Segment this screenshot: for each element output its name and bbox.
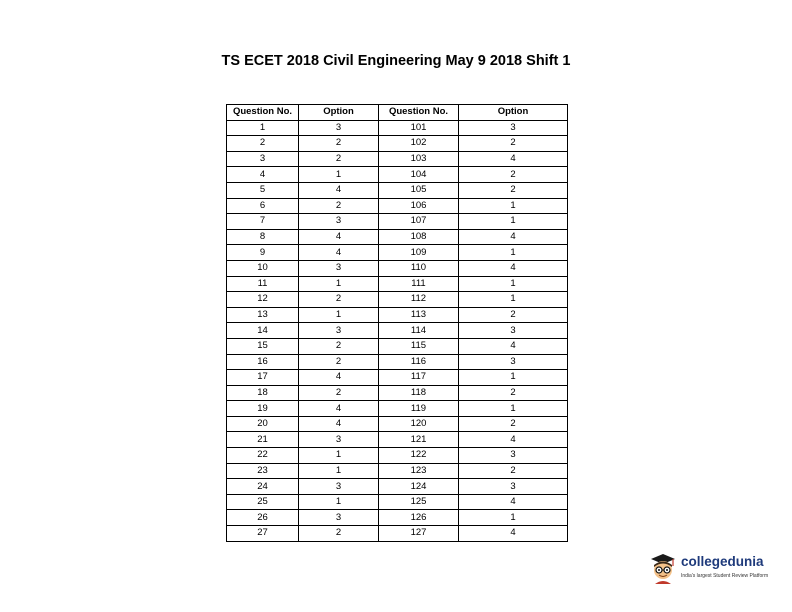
table-cell: 127 xyxy=(379,526,459,542)
table-cell: 3 xyxy=(459,323,568,339)
table-cell: 1 xyxy=(299,276,379,292)
table-cell: 3 xyxy=(299,260,379,276)
table-cell: 21 xyxy=(227,432,299,448)
table-cell: 2 xyxy=(459,463,568,479)
table-row xyxy=(227,214,568,230)
table-cell: 25 xyxy=(227,494,299,510)
table-cell: 3 xyxy=(459,448,568,464)
table-row xyxy=(227,323,568,339)
column-header: Question No. xyxy=(227,105,299,121)
table-cell: 3 xyxy=(227,151,299,167)
table-cell: 114 xyxy=(379,323,459,339)
table-cell: 4 xyxy=(227,167,299,183)
table-cell: 1 xyxy=(459,245,568,261)
table-row xyxy=(227,370,568,386)
table-cell: 119 xyxy=(379,401,459,417)
table-cell: 125 xyxy=(379,494,459,510)
table-cell: 16 xyxy=(227,354,299,370)
table-cell: 4 xyxy=(459,526,568,542)
table-cell: 3 xyxy=(459,120,568,136)
table-cell: 3 xyxy=(459,354,568,370)
table-cell: 3 xyxy=(299,510,379,526)
table-cell: 24 xyxy=(227,479,299,495)
table-cell: 4 xyxy=(459,151,568,167)
table-cell: 2 xyxy=(459,416,568,432)
table-row xyxy=(227,416,568,432)
table-cell: 4 xyxy=(459,260,568,276)
table-row xyxy=(227,432,568,448)
table-cell: 105 xyxy=(379,182,459,198)
table-cell: 26 xyxy=(227,510,299,526)
table-cell: 4 xyxy=(299,401,379,417)
table-cell: 126 xyxy=(379,510,459,526)
table-row xyxy=(227,198,568,214)
table-cell: 18 xyxy=(227,385,299,401)
table-cell: 104 xyxy=(379,167,459,183)
answer-key-table xyxy=(226,104,568,542)
table-cell: 1 xyxy=(459,292,568,308)
table-cell: 109 xyxy=(379,245,459,261)
table-row xyxy=(227,151,568,167)
table-row xyxy=(227,354,568,370)
table-row xyxy=(227,463,568,479)
table-row xyxy=(227,292,568,308)
table-cell: 124 xyxy=(379,479,459,495)
brand-tagline: India's largest Student Review Platform xyxy=(681,573,769,579)
table-cell: 2 xyxy=(299,136,379,152)
table-cell: 107 xyxy=(379,214,459,230)
table-row xyxy=(227,120,568,136)
table-cell: 1 xyxy=(299,463,379,479)
table-cell: 4 xyxy=(299,416,379,432)
table-cell: 1 xyxy=(459,370,568,386)
table-cell: 1 xyxy=(459,198,568,214)
table-cell: 122 xyxy=(379,448,459,464)
table-row xyxy=(227,229,568,245)
table-row xyxy=(227,385,568,401)
table-cell: 3 xyxy=(299,120,379,136)
table-cell: 3 xyxy=(299,432,379,448)
table-cell: 2 xyxy=(299,151,379,167)
table-cell: 6 xyxy=(227,198,299,214)
table-cell: 3 xyxy=(299,479,379,495)
document-title: TS ECET 2018 Civil Engineering May 9 2018 Shift 1 xyxy=(221,53,571,69)
table-cell: 102 xyxy=(379,136,459,152)
table-row xyxy=(227,479,568,495)
table-cell: 2 xyxy=(299,338,379,354)
table-cell: 2 xyxy=(459,385,568,401)
table-cell: 19 xyxy=(227,401,299,417)
table-cell: 115 xyxy=(379,338,459,354)
table-row xyxy=(227,167,568,183)
table-cell: 4 xyxy=(459,229,568,245)
table-cell: 123 xyxy=(379,463,459,479)
table-cell: 2 xyxy=(299,354,379,370)
collegedunia-branding xyxy=(648,551,788,591)
table-cell: 10 xyxy=(227,260,299,276)
table-cell: 4 xyxy=(299,245,379,261)
table-row xyxy=(227,182,568,198)
table-cell: 1 xyxy=(459,510,568,526)
table-cell: 2 xyxy=(299,292,379,308)
table-row xyxy=(227,494,568,510)
table-cell: 27 xyxy=(227,526,299,542)
table-row xyxy=(227,136,568,152)
table-row xyxy=(227,401,568,417)
column-header: Option xyxy=(459,105,568,121)
table-cell: 117 xyxy=(379,370,459,386)
table-cell: 1 xyxy=(299,448,379,464)
column-header: Option xyxy=(299,105,379,121)
table-row xyxy=(227,260,568,276)
table-cell: 7 xyxy=(227,214,299,230)
table-row xyxy=(227,448,568,464)
table-cell: 17 xyxy=(227,370,299,386)
table-cell: 118 xyxy=(379,385,459,401)
table-cell: 15 xyxy=(227,338,299,354)
table-cell: 3 xyxy=(299,323,379,339)
graduate-mascot-icon xyxy=(648,551,678,585)
table-cell: 5 xyxy=(227,182,299,198)
table-cell: 4 xyxy=(299,370,379,386)
table-cell: 103 xyxy=(379,151,459,167)
table-cell: 4 xyxy=(299,229,379,245)
table-body xyxy=(227,120,568,541)
table-row xyxy=(227,526,568,542)
table-cell: 120 xyxy=(379,416,459,432)
table-cell: 11 xyxy=(227,276,299,292)
table-cell: 2 xyxy=(459,182,568,198)
table-cell: 2 xyxy=(459,307,568,323)
table-cell: 4 xyxy=(459,432,568,448)
table-cell: 13 xyxy=(227,307,299,323)
table-cell: 2 xyxy=(299,198,379,214)
table-cell: 9 xyxy=(227,245,299,261)
table-cell: 108 xyxy=(379,229,459,245)
table-row xyxy=(227,338,568,354)
brand-name: collegedunia xyxy=(681,554,764,569)
table-header-row xyxy=(227,105,568,121)
table-cell: 116 xyxy=(379,354,459,370)
table-cell: 2 xyxy=(227,136,299,152)
table-row xyxy=(227,307,568,323)
table-cell: 1 xyxy=(299,167,379,183)
table-cell: 3 xyxy=(459,479,568,495)
table-cell: 1 xyxy=(459,276,568,292)
table-cell: 2 xyxy=(459,136,568,152)
table-cell: 22 xyxy=(227,448,299,464)
table-cell: 8 xyxy=(227,229,299,245)
table-cell: 112 xyxy=(379,292,459,308)
table-cell: 1 xyxy=(459,401,568,417)
table-row xyxy=(227,245,568,261)
table-cell: 23 xyxy=(227,463,299,479)
table-cell: 2 xyxy=(299,526,379,542)
table-cell: 1 xyxy=(299,307,379,323)
table-cell: 20 xyxy=(227,416,299,432)
table-cell: 113 xyxy=(379,307,459,323)
table-cell: 4 xyxy=(459,494,568,510)
table-cell: 111 xyxy=(379,276,459,292)
table-cell: 1 xyxy=(227,120,299,136)
table-cell: 4 xyxy=(459,338,568,354)
table-cell: 2 xyxy=(299,385,379,401)
table-cell: 4 xyxy=(299,182,379,198)
table-cell: 1 xyxy=(299,494,379,510)
table-cell: 14 xyxy=(227,323,299,339)
table-cell: 101 xyxy=(379,120,459,136)
table-cell: 121 xyxy=(379,432,459,448)
table-cell: 1 xyxy=(459,214,568,230)
table-row xyxy=(227,276,568,292)
table-cell: 12 xyxy=(227,292,299,308)
column-header: Question No. xyxy=(379,105,459,121)
table-cell: 3 xyxy=(299,214,379,230)
table-cell: 2 xyxy=(459,167,568,183)
table-cell: 106 xyxy=(379,198,459,214)
table-cell: 110 xyxy=(379,260,459,276)
table-row xyxy=(227,510,568,526)
